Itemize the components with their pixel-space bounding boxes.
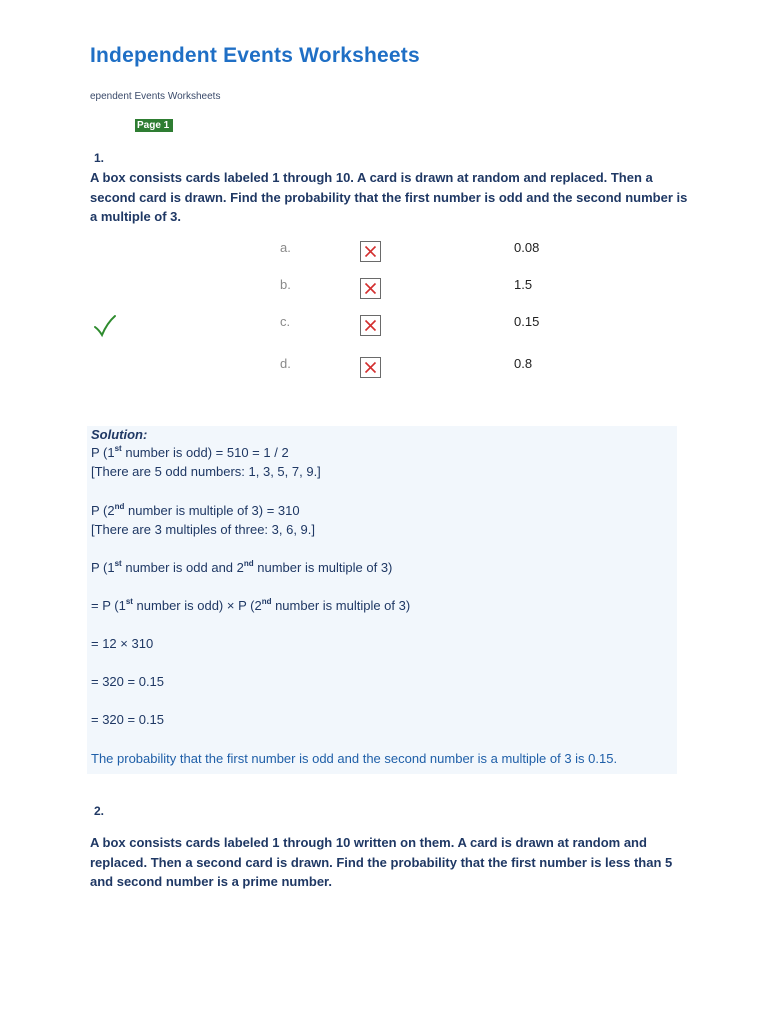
option-c-checkbox[interactable]: [360, 315, 381, 336]
solution-conclusion: The probability that the first number is odd and the second number is a multiple of 3 is 0.15.: [91, 751, 618, 766]
solution-line-8: = 320 = 0.15: [91, 674, 165, 689]
option-b-checkbox[interactable]: [360, 278, 381, 299]
solution-line-4: [There are 3 multiples of three: 3, 6, 9.]: [91, 522, 316, 537]
solution-heading: Solution:: [91, 427, 148, 442]
option-d-checkbox[interactable]: [360, 357, 381, 378]
solution-line-3: P (2nd number is multiple of 3) = 310: [91, 502, 300, 518]
option-d-value: 0.8: [514, 356, 533, 371]
x-mark-icon: [364, 245, 377, 258]
question-2-text: A box consists cards labeled 1 through 10 written on them. A card is drawn at random and replaced. Then a second card is drawn. Find the probability that the first number is less than 5 and second number is a prime number.: [90, 835, 673, 889]
page-subtitle: ependent Events Worksheets: [90, 91, 221, 102]
x-mark-icon: [364, 319, 377, 332]
page-title: Independent Events Worksheets: [90, 44, 420, 67]
x-mark-icon: [364, 361, 377, 374]
option-b-letter: b.: [280, 277, 291, 292]
question-1-number: 1.: [94, 151, 105, 165]
option-d-letter: d.: [280, 356, 291, 371]
option-c-letter: c.: [280, 314, 291, 329]
solution-line-6: = P (1st number is odd) × P (2nd number is multiple of 3): [91, 597, 411, 613]
page-badge: Page 1: [135, 119, 173, 132]
question-1-text: A box consists cards labeled 1 through 10. A card is drawn at random and replaced. Then a second card is drawn. Find the probability that the first number is odd and the second number is a multiple of 3.: [90, 170, 688, 224]
option-c-value: 0.15: [514, 314, 540, 329]
question-2-number: 2.: [94, 804, 105, 818]
solution-line-7: = 12 × 310: [91, 636, 154, 651]
solution-line-5: P (1st number is odd and 2nd number is multiple of 3): [91, 559, 393, 575]
option-a-value: 0.08: [514, 240, 540, 255]
option-a-letter: a.: [280, 240, 291, 255]
solution-line-1: P (1st number is odd) = 510 = 1 / 2: [91, 444, 289, 460]
solution-line-9: = 320 = 0.15: [91, 712, 165, 727]
solution-line-2: [There are 5 odd numbers: 1, 3, 5, 7, 9.]: [91, 464, 321, 479]
x-mark-icon: [364, 282, 377, 295]
correct-check-icon: [93, 314, 117, 338]
option-a-checkbox[interactable]: [360, 241, 381, 262]
option-b-value: 1.5: [514, 277, 533, 292]
